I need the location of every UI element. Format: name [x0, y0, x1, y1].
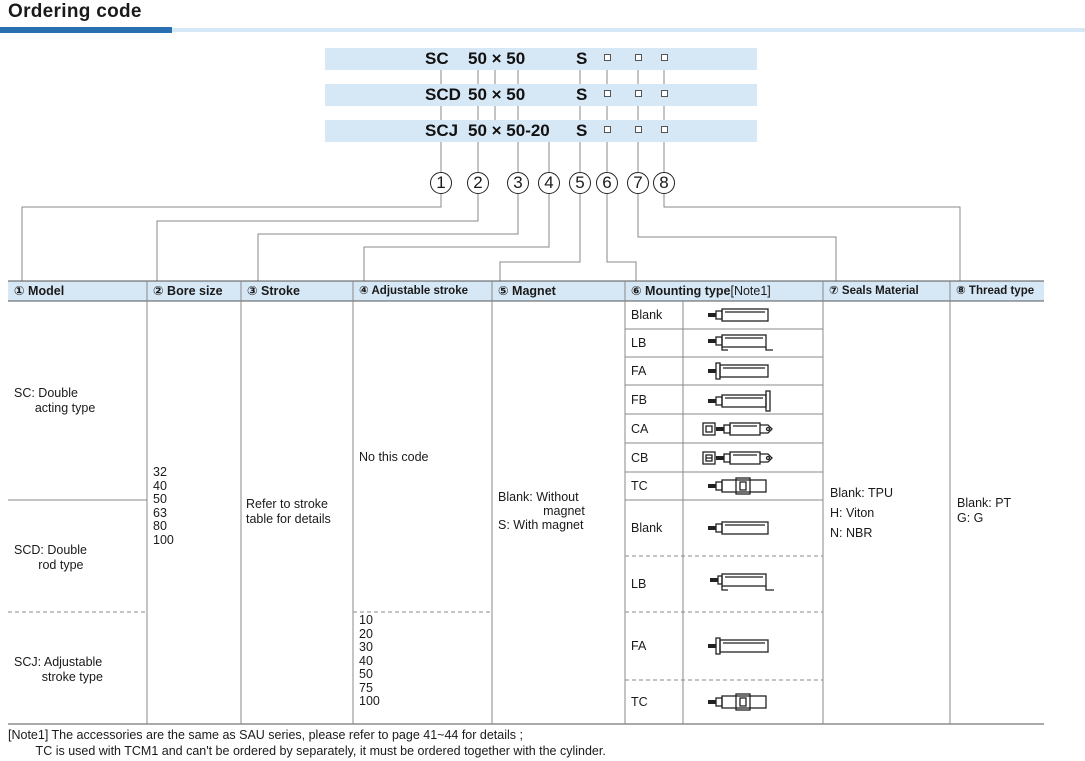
- model-sc: SC: Double acting type: [14, 386, 96, 415]
- seals-value: Blank: TPU H: Viton N: NBR: [830, 486, 893, 540]
- mounting-code: CA: [631, 422, 649, 436]
- cylinder-double-rod-flange-icon: [706, 637, 776, 655]
- cylinder-trunnion-icon: [706, 477, 776, 495]
- cylinder-front-flange-icon: [706, 362, 776, 380]
- col-header-seals: ⑦ Seals Material: [829, 285, 919, 297]
- mounting-code: Blank: [631, 308, 663, 322]
- circle-5: 5: [569, 172, 591, 194]
- mounting-header-label: ⑥ Mounting type: [631, 284, 731, 298]
- col-header-stroke: ③ Stroke: [247, 284, 300, 298]
- mounting-header-note: [Note1]: [730, 284, 771, 298]
- code-magnet: S: [576, 85, 588, 104]
- bore-values: 32 40 50 63 80 100: [153, 465, 174, 547]
- col-header-model: ① Model: [14, 284, 65, 298]
- adj-none: No this code: [359, 450, 429, 464]
- code-model: SCJ: [425, 121, 459, 140]
- cylinder-double-clevis-icon: [702, 449, 778, 467]
- mounting-code: Blank: [631, 521, 663, 535]
- code-model: SCD: [425, 85, 461, 104]
- cylinder-basic-icon: [706, 306, 776, 324]
- mounting-code: FB: [631, 393, 647, 407]
- cylinder-clevis-icon: [702, 420, 778, 438]
- cylinder-foot-icon: [706, 334, 776, 352]
- col-header-bore: ② Bore size: [153, 284, 223, 298]
- col-header-thread: ⑧ Thread type: [956, 285, 1035, 297]
- circle-7: 7: [627, 172, 649, 194]
- code-model: SC: [425, 49, 449, 68]
- cylinder-double-rod-foot-icon: [706, 573, 778, 593]
- mounting-code: LB: [631, 336, 647, 350]
- mounting-code: FA: [631, 364, 647, 378]
- code-dimensions: 50 × 50: [468, 85, 526, 104]
- magnet-value: Blank: Without magnet S: With magnet: [498, 490, 585, 532]
- footnote-line-2: TC is used with TCM1 and can't be ordered by separately, it must be ordered together with the cylinder.: [8, 744, 606, 758]
- circle-8: 8: [653, 172, 675, 194]
- code-dimensions: 50 × 50-20: [468, 121, 550, 140]
- mounting-code: LB: [631, 577, 647, 591]
- cylinder-double-rod-icon: [706, 519, 776, 537]
- mounting-code: TC: [631, 479, 648, 493]
- code-magnet: S: [576, 49, 588, 68]
- circle-6: 6: [596, 172, 618, 194]
- code-magnet: S: [576, 121, 588, 140]
- stroke-value: Refer to stroke table for details: [246, 497, 331, 526]
- cylinder-rear-flange-icon: [706, 390, 776, 412]
- circle-2: 2: [467, 172, 489, 194]
- model-scd: SCD: Double rod type: [14, 543, 87, 572]
- col-header-magnet: ⑤ Magnet: [498, 284, 556, 298]
- circle-1: 1: [430, 172, 452, 194]
- circle-3: 3: [507, 172, 529, 194]
- col-header-adjustable: ④ Adjustable stroke: [359, 285, 469, 297]
- cylinder-double-rod-trunnion-icon: [706, 693, 776, 711]
- col-header-mounting: [625, 281, 771, 301]
- circle-4: 4: [538, 172, 560, 194]
- adj-list: 10 20 30 40 50 75 100: [359, 613, 380, 708]
- mounting-code: FA: [631, 639, 647, 653]
- thread-value: Blank: PT G: G: [957, 496, 1012, 525]
- model-scj: SCJ: Adjustable stroke type: [14, 655, 103, 684]
- footnote-line-1: [Note1] The accessories are the same as SAU series, please refer to page 41~44 for details ;: [8, 728, 523, 742]
- section-title: Ordering code: [8, 1, 142, 22]
- code-dimensions: 50 × 50: [468, 49, 526, 68]
- mounting-code: TC: [631, 695, 648, 709]
- mounting-code: CB: [631, 451, 649, 465]
